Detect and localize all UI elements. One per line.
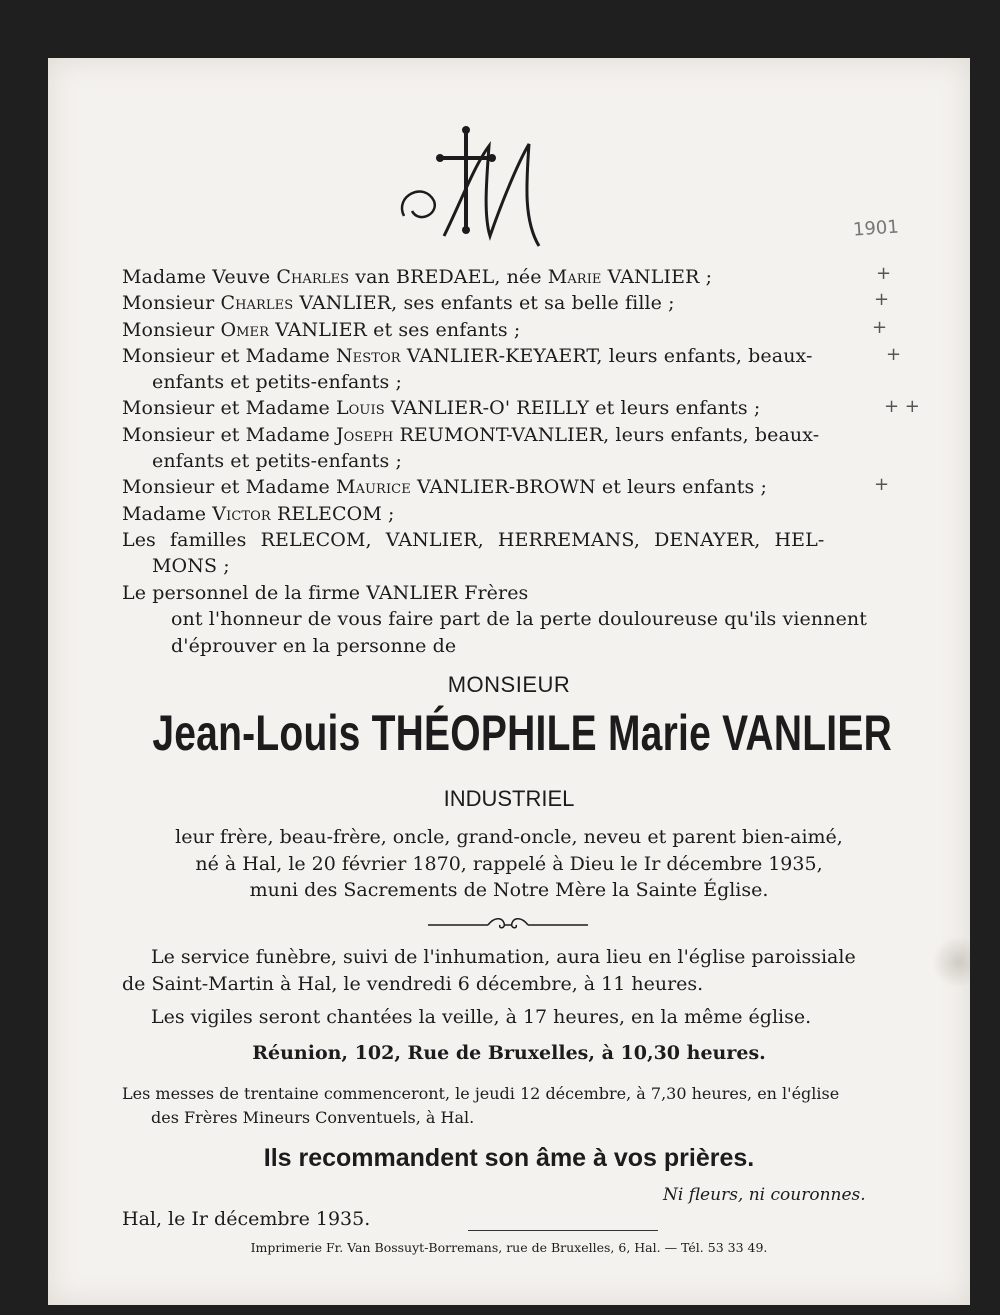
announcement-line-1: ont l'honneur de vous faire part de la perte douloureuse qu'ils viennent [171,608,867,630]
staff-line: Le personnel de la firme VANLIER Frères [122,582,529,604]
mourner-line-8: Madame Victor RELECOM ; [122,503,395,525]
no-flowers-note: Ni fleurs, ni couronnes. [663,1185,866,1205]
ornament-divider [428,915,588,935]
honorific: MONSIEUR [447,672,571,697]
pencil-cross-mark: + [874,474,890,495]
service-line-1: Le service funèbre, suivi de l'inhumation, aura lieu en l'église paroissiale [151,946,856,968]
deceased-name: Jean-Louis THÉOPHILE Marie VANLIER [152,705,892,761]
flourish-icon [428,915,588,935]
pencil-cross-mark: + [876,263,892,284]
mourner-line-4: Monsieur et Madame Nestor VANLIER-KEYAERT, leurs enfants, beaux- [122,345,813,367]
mourner-line-6-cont: enfants et petits-enfants ; [152,450,402,472]
masses-line-2: des Frères Mineurs Conventuels, à Hal. [151,1108,475,1127]
families-line: Les familles RELECOM, VANLIER, HERREMANS, DENAYER, HEL- [122,529,825,551]
mourner-line-1: Madame Veuve Charles van BREDAEL, née Marie VANLIER ; [122,266,713,288]
reunion-line: Réunion, 102, Rue de Bruxelles, à 10,30 heures. [252,1042,766,1064]
prayer-line: Ils recommandent son âme à vos prières. [263,1144,755,1172]
mourner-line-7: Monsieur et Madame Maurice VANLIER-BROWN et leurs enfants ; [122,476,767,498]
pencil-annotation: 1901 [852,216,900,241]
pencil-cross-mark: + [874,289,890,310]
pencil-cross-mark: + [886,344,902,365]
place-date: Hal, le Ir décembre 1935. [122,1208,371,1230]
death-notice-sheet [48,58,970,1305]
printer-rule [468,1230,658,1231]
mourner-line-5: Monsieur et Madame Louis VANLIER-O' REILLY et leurs enfants ; [122,397,761,419]
details-line-3: muni des Sacrements de Notre Mère la Sainte Église. [249,879,769,901]
printer-imprint: Imprimerie Fr. Van Bossuyt-Borremans, rue de Bruxelles, 6, Hal. — Tél. 53 33 49. [250,1240,768,1255]
mourner-line-4-cont: enfants et petits-enfants ; [152,371,402,393]
paper-stain [930,938,970,986]
announcement-line-2: d'éprouver en la personne de [171,635,457,657]
mourner-line-6: Monsieur et Madame Joseph REUMONT-VANLIER, leurs enfants, beaux- [122,424,820,446]
cross-icon [394,126,554,256]
service-line-3: Les vigiles seront chantées la veille, à 17 heures, en la même église. [151,1006,812,1028]
profession: INDUSTRIEL [443,786,575,811]
cross-monogram-emblem [394,126,554,256]
pencil-cross-mark: + + [884,396,920,417]
pencil-cross-mark: + [872,317,888,338]
masses-line-1: Les messes de trentaine commenceront, le jeudi 12 décembre, à 7,30 heures, en l'église [122,1084,840,1103]
families-line-cont: MONS ; [152,555,230,577]
mourner-line-3: Monsieur Omer VANLIER et ses enfants ; [122,319,521,341]
details-line-2: né à Hal, le 20 février 1870, rappelé à Dieu le Ir décembre 1935, [195,853,823,875]
mourner-line-2: Monsieur Charles VANLIER, ses enfants et sa belle fille ; [122,292,675,314]
details-line-1: leur frère, beau-frère, oncle, grand-oncle, neveu et parent bien-aimé, [175,826,843,848]
service-line-2: de Saint-Martin à Hal, le vendredi 6 décembre, à 11 heures. [122,973,704,995]
